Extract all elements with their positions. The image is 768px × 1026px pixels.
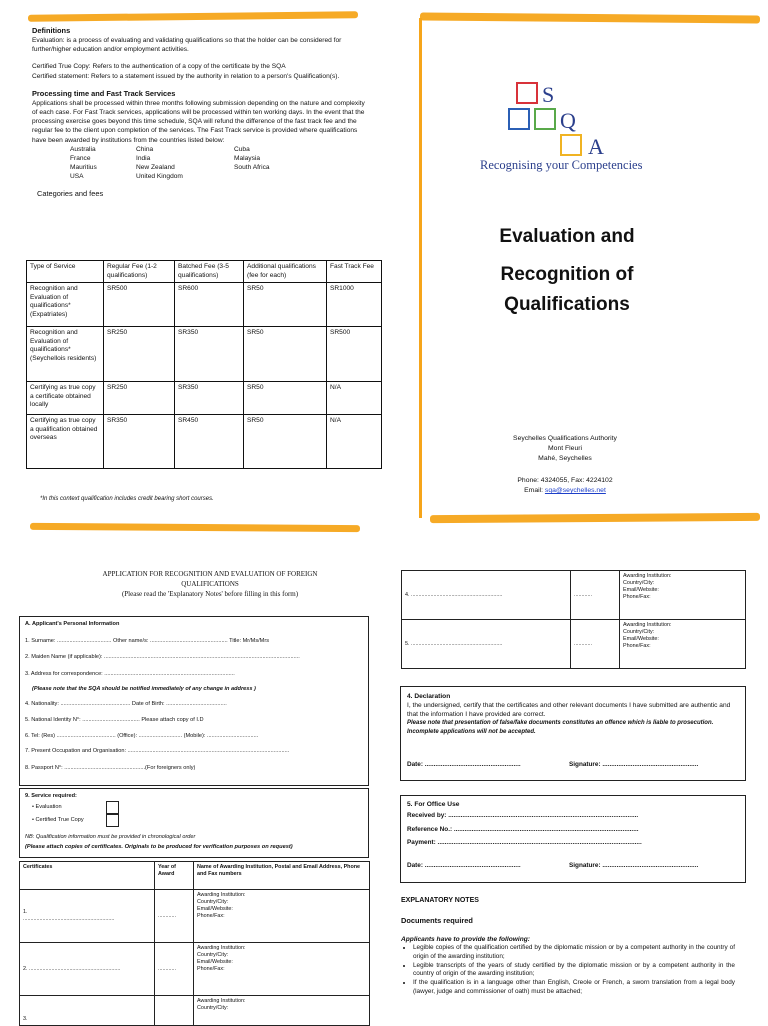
institution-cell[interactable] (194, 943, 370, 996)
evaluation-checkbox[interactable] (106, 801, 119, 814)
more-certificates-table (401, 570, 746, 669)
country: Mauritius (70, 164, 97, 172)
fees-cell: N/A (327, 382, 382, 415)
institution-label: Awarding Institution: (197, 998, 246, 1004)
fees-cell: Recognition and Evaluation of qualifications* (Expatriates) (27, 283, 104, 327)
table-row (402, 620, 746, 669)
institution-cell[interactable] (194, 890, 370, 943)
institution-cell[interactable] (620, 571, 746, 620)
table-row (27, 382, 382, 415)
cover-email (470, 486, 660, 496)
table-row (20, 890, 370, 943)
row-number: 2. (23, 965, 28, 972)
surname-row[interactable]: 1. Surname: ................................... Other name/s: .................................................. Title: Mr/Ms/Mrs (25, 638, 270, 644)
fees-cell: SR450 (175, 415, 244, 469)
address-line: Mont Fleuri (548, 445, 582, 452)
payment-row[interactable]: Payment: ................................................................................................................... (407, 839, 642, 846)
decor-stroke-mid-right (430, 513, 760, 523)
institution-label: Awarding Institution: (623, 573, 672, 579)
institution-label: Country/City: (197, 952, 229, 958)
email-label: Email: (524, 487, 545, 494)
logo-square-yellow (560, 134, 582, 156)
row-number: 5. (405, 640, 410, 647)
country (234, 172, 270, 181)
national-id-row[interactable]: 5. National Identity N°: ..................................... Please attach copy of I.D (25, 717, 204, 723)
institution-label: Phone/Fax: (623, 643, 651, 649)
certified-statement-definition: Certified statement: Refers to a statement issued by the authority in relation to a person's Qualification(s). (32, 72, 340, 80)
cover-title-line: Qualifications (504, 294, 630, 315)
table-row (27, 415, 382, 469)
telephone-row[interactable]: 6. Tel: (Res) ...................................... (Office): ............................ (Mobile): ................................. (25, 733, 259, 739)
declaration-box (400, 686, 746, 781)
fees-header: Batched Fee (3-5 qualifications) (175, 261, 244, 283)
fees-header: Regular Fee (1-2 qualifications) (104, 261, 175, 283)
declaration-signature[interactable]: Signature: ...................................................... (569, 761, 699, 768)
office-signature[interactable]: Signature: ...................................................... (569, 862, 699, 869)
country: New Zealand (136, 164, 175, 172)
cover-title-line: Evaluation and (499, 226, 635, 247)
service-option-certified: • Certified True Copy (32, 817, 84, 823)
institution-label: Awarding Institution: (197, 892, 246, 898)
fees-cell: Certifying as true copy a certificate obtained locally (27, 382, 104, 415)
institution-cell[interactable] (194, 996, 370, 1026)
address-line: Seychelles Qualifications Authority (513, 435, 617, 442)
fees-footnote: *In this context qualification includes credit bearing short courses. (40, 496, 214, 502)
service-option-label: Evaluation (35, 804, 62, 810)
row-dots: ............................................................. (411, 591, 503, 598)
certificate-name-cell[interactable] (20, 943, 155, 996)
year-cell[interactable]: ............ (155, 943, 194, 996)
section-a-heading: A. Applicant's Personal Information (25, 621, 120, 627)
country: India (136, 155, 151, 163)
form-subtitle: (Please read the 'Explanatory Notes' before filling in this form) (121, 590, 299, 598)
fees-cell: SR600 (175, 283, 244, 327)
explanatory-notes (401, 896, 735, 997)
country: South Africa (234, 164, 270, 172)
certificates-header: Year of Award (155, 862, 194, 890)
institution-label: Phone/Fax: (623, 594, 651, 600)
passport-row[interactable]: 8. Passport N°: ....................................................(For foreigners only) (25, 765, 196, 771)
certificates-header: Name of Awarding Institution, Postal and Email Address, Phone and Fax numbers (194, 862, 370, 890)
logo-square-red (516, 82, 538, 104)
form-title (40, 569, 380, 599)
year-cell[interactable] (155, 996, 194, 1026)
logo-square-blue (508, 108, 530, 130)
fees-cell: SR500 (327, 327, 382, 382)
institution-label: Email/Website: (623, 587, 659, 593)
country: United Kingdom (136, 173, 183, 181)
fees-cell: Recognition and Evaluation of qualifications* (Seychellois residents) (27, 327, 104, 382)
certified-true-copy-definition: Certified True Copy: Refers to the authentication of a copy of the certificate by the SQA (32, 63, 286, 71)
email-link[interactable]: sqa@seychelles.net (544, 487, 606, 494)
fees-cell: Certifying as true copy a qualification obtained overseas (27, 415, 104, 469)
list-item: • Legible transcripts of the years of study certified by the diplomatic mission or by a competent authority in the country of origin of the awarding institution; (413, 962, 735, 980)
fees-cell: SR50 (244, 327, 327, 382)
fees-cell: SR50 (244, 283, 327, 327)
row-dots: ............................................................. (23, 916, 115, 922)
logo-letter-s: S (542, 82, 555, 107)
certified-copy-checkbox[interactable] (106, 814, 119, 827)
row-number: 4. (405, 591, 410, 598)
certificates-header-row (20, 862, 370, 890)
certificates-header: Certificates (20, 862, 155, 890)
institution-label: Country/City: (623, 629, 655, 635)
certificate-name-cell[interactable] (402, 571, 571, 620)
certificates-table (19, 861, 370, 1026)
list-item: • Legible copies of the qualification certified by the diplomatic mission or by a competent authority in the country of origin of the awarding institution; (413, 944, 735, 962)
evaluation-definition: Evaluation: is a process of evaluating and validating qualifications so that the holder can be considered for further/higher education and/or employment activities. (32, 37, 342, 54)
service-option-label: Certified True Copy (35, 817, 84, 823)
fees-header: Fast Track Fee (327, 261, 382, 283)
fees-cell: SR500 (104, 283, 175, 327)
form-title-line: QUALIFICATIONS (181, 580, 239, 588)
fees-heading: Categories and fees (37, 188, 104, 198)
fees-cell: SR50 (244, 382, 327, 415)
declaration-text: I, the undersigned, certify that the certificates and other relevant documents I have submitted are authentic and that the information I have provided are correct. (407, 702, 731, 718)
nationality-row[interactable]: 4. Nationality: ............................................. Date of Birth: ....................................... (25, 701, 227, 707)
office-date[interactable]: Date: ...................................................... (407, 862, 521, 869)
cover-accent-bar (419, 18, 422, 518)
fast-track-countries (70, 145, 270, 182)
institution-label: Awarding Institution: (623, 622, 672, 628)
fees-cell: SR350 (104, 415, 175, 469)
fees-cell: SR350 (175, 327, 244, 382)
form-title-line: APPLICATION FOR RECOGNITION AND EVALUATION OF FOREIGN (102, 570, 318, 578)
institution-label: Email/Website: (197, 906, 233, 912)
chronological-note: NB: Qualification information must be provided in chronological order (25, 834, 196, 840)
list-item: • If the qualification is in a language other than English, Creole or French, a sworn translation from a legal body (lawyer, judge and commissioner of oath) must be attached; (413, 979, 735, 997)
institution-label: Email/Website: (197, 959, 233, 965)
logo-letter-q: Q (560, 108, 576, 133)
explanatory-notes-heading: EXPLANATORY NOTES (401, 897, 479, 904)
decor-stroke-top-left (28, 11, 358, 21)
section-a-box (19, 616, 369, 786)
country: Malaysia (234, 155, 261, 163)
office-use-heading: 5. For Office Use (407, 801, 460, 808)
table-row (27, 283, 382, 327)
fees-cell: N/A (327, 415, 382, 469)
year-cell[interactable]: ............ (571, 571, 620, 620)
fees-header: Additional qualifications (fee for each) (244, 261, 327, 283)
logo-letter-a: A (588, 134, 604, 159)
notes-bullets (401, 944, 735, 997)
documents-required-heading: Documents required (401, 916, 473, 925)
fees-header-row (27, 261, 382, 283)
certificate-name-cell[interactable] (20, 890, 155, 943)
year-cell[interactable]: ............ (571, 620, 620, 669)
row-number[interactable]: 3. (20, 996, 155, 1026)
row-dots: ............................................................. (411, 640, 503, 647)
decor-stroke-top-right (420, 13, 760, 24)
address-note: (Please note that the SQA should be notified immediately of any change in address ) (32, 686, 256, 692)
logo-tagline: Recognising your Competencies (480, 158, 643, 172)
fees-cell: SR350 (175, 382, 244, 415)
address-line: Mahé, Seychelles (538, 455, 592, 462)
fees-cell: SR50 (244, 415, 327, 469)
declaration-date[interactable]: Date: ...................................................... (407, 761, 521, 768)
decor-stroke-mid-left (30, 523, 360, 532)
cover-title (440, 222, 694, 320)
fees-header: Type of Service (27, 261, 104, 283)
fees-cell: SR250 (104, 382, 175, 415)
cover-title-line: Recognition of (500, 264, 634, 285)
notes-intro: Applicants have to provide the following: (401, 936, 530, 943)
row-dots: ............................................................. (29, 965, 121, 972)
certificate-name-cell[interactable] (402, 620, 571, 669)
service-box (19, 788, 369, 858)
fees-cell: SR1000 (327, 283, 382, 327)
table-row (20, 996, 370, 1026)
cover-phone: Phone: 4324055, Fax: 4224102 (517, 477, 613, 484)
service-option-evaluation: • Evaluation (32, 804, 62, 810)
fees-table (26, 260, 382, 469)
declaration-warning: Please note that presentation of false/fake documents constitutes an offence which is liable to prosecution. Incomplete applications will not be accepted. (407, 720, 714, 735)
reference-row[interactable]: Reference No.: ........................................................................................................ (407, 825, 639, 833)
table-row (402, 571, 746, 620)
institution-label: Country/City: (197, 899, 229, 905)
institution-label: Phone/Fax: (197, 966, 225, 972)
office-use-box (400, 795, 746, 883)
institution-label: Awarding Institution: (197, 945, 246, 951)
received-by-row[interactable]: Received by: ........................................................................................................... (407, 812, 639, 819)
declaration-heading: 4. Declaration (407, 693, 451, 700)
brochure-info-panel (32, 26, 372, 199)
service-heading: 9. Service required: (25, 793, 77, 799)
address-row[interactable]: 3. Address for correspondence: .................................................................................... (25, 671, 235, 677)
fees-cell: SR250 (104, 327, 175, 382)
institution-label: Phone/Fax: (197, 913, 225, 919)
year-cell[interactable]: ............ (155, 890, 194, 943)
processing-heading: Processing time and Fast Track Services (32, 88, 176, 98)
cover-address (470, 434, 660, 496)
processing-text: Applications shall be processed within three months following submission depending on the nature and complexity of each case. For Fast Track services, applications will be processed within ten working days. In the event that the processing exercise goes beyond this time schedule, SQA will refund the difference of the fast track fee and the regular fee to the client upon completion of the services. The Fast Track service is provided where qualifications have been awarded by institutions from the countries listed below: (32, 99, 365, 144)
institution-label: Country/City: (623, 580, 655, 586)
country: France (70, 155, 91, 163)
table-row (27, 327, 382, 382)
attach-note: (Please attach copies of certificates. Originals to be produced for verification purposes on request) (25, 844, 293, 850)
table-row (20, 943, 370, 996)
institution-label: Email/Website: (623, 636, 659, 642)
country: USA (70, 173, 84, 181)
country: Cuba (234, 145, 250, 153)
country: Australia (70, 145, 96, 153)
occupation-row[interactable]: 7. Present Occupation and Organisation: ........................................................................................................ (25, 748, 290, 754)
maiden-name-row[interactable]: 2. Maiden Name (if applicable): .............................................................................................................................. (25, 654, 300, 660)
row-number: 1. (23, 909, 28, 915)
sqa-logo (478, 78, 698, 178)
definitions-heading: Definitions (32, 26, 71, 35)
logo-square-green (534, 108, 556, 130)
country: China (136, 145, 154, 153)
institution-cell[interactable] (620, 620, 746, 669)
institution-label: Country/City: (197, 1005, 229, 1011)
